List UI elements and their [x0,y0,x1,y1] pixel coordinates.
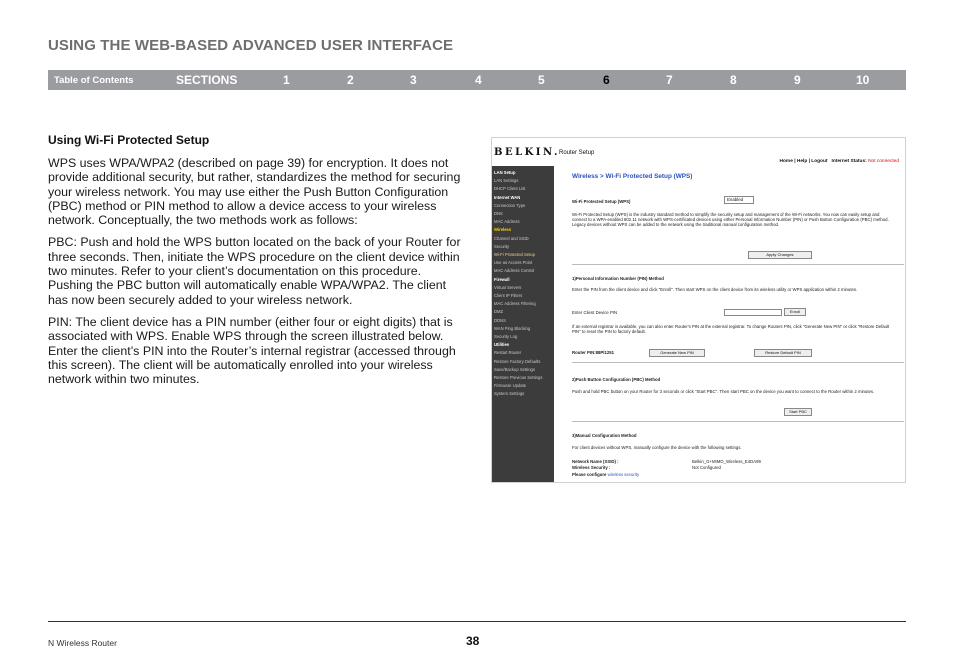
pin-method-description: Enter the PIN from the client device and click "Enroll". Then start WPS on the client device from its wireless utility or WPS application within 2 minutes. [572,287,858,292]
router-sidebar-item: Firewall [494,276,510,282]
router-sidebar-item[interactable]: MAC Address Control [494,268,535,274]
router-sidebar-item[interactable]: DMZ [494,309,504,315]
configure-prompt [572,472,639,477]
section-link-7[interactable]: 7 [666,73,673,87]
internet-status-label: Internet Status: [831,159,867,164]
apply-changes-button[interactable]: Apply Changes [748,251,812,259]
router-sidebar-item[interactable]: Firmware Update [494,383,527,389]
router-top-links [780,159,899,164]
section-nav-bar [48,70,906,90]
section-heading: Using Wi-Fi Protected Setup [48,133,210,147]
wireless-security-label: Wireless Security : [572,465,611,470]
router-sidebar-item[interactable]: Wi-Fi Protected Setup [494,252,535,257]
section-link-3[interactable]: 3 [410,73,417,87]
router-sidebar [492,166,554,483]
section-link-2[interactable]: 2 [347,73,354,87]
router-sidebar-item[interactable]: Connection Type [494,202,526,208]
router-sidebar-item[interactable]: Security [494,243,510,249]
router-sidebar-item[interactable]: MAC Address [494,219,520,225]
client-pin-label: Enter Client Device PIN [572,310,618,315]
pbc-method-heading: 2)Push Button Configuration (PBC) Method [572,377,661,382]
enroll-button[interactable]: Enroll [784,308,806,316]
start-pbc-button[interactable]: Start PBC [784,408,812,416]
generate-new-pin-button[interactable]: Generate New PIN [649,349,705,357]
wps-enable-select[interactable]: Enabled [724,196,754,204]
configure-prefix: Please configure [572,472,607,477]
page-number: 38 [466,634,480,648]
table-of-contents-link[interactable]: Table of Contents [54,75,134,86]
manual-method-description: For client devices without WPS, manually configure the device with the following settings. [572,445,742,450]
divider [572,421,904,422]
router-breadcrumb: Wireless > Wi-Fi Protected Setup (WPS) [572,173,693,180]
router-sidebar-item[interactable]: Virtual Servers [494,284,522,290]
router-sidebar-item: Utilities [494,342,510,348]
section-link-8[interactable]: 8 [730,73,737,87]
pbc-method-description: Push and hold PBC button on your Router for 3 seconds or click "Start PBC". Then start PBC on the device you want to connect to the Router within 2 minutes. [572,389,875,394]
router-sidebar-item[interactable]: MAC Address Filtering [494,301,536,307]
router-sidebar-item[interactable]: DDNS [494,317,506,323]
footer-divider [48,621,906,622]
router-sidebar-item[interactable]: System Settings [494,391,525,397]
router-sidebar-item[interactable]: Use as Access Point [494,260,533,266]
registrar-description: If an external registrar is available, you can also enter Router's PIN at the external registrar. To change Routers PIN, click "Generate New PIN" or click "Restore Default PIN" to reset the PIN to factory default. [572,324,890,335]
router-sidebar-item: Internet WAN [494,194,521,200]
router-sidebar-item[interactable]: Save/Backup Settings [494,366,535,372]
divider [572,264,904,265]
router-wps-screenshot [491,137,906,483]
router-sidebar-item: LAN Setup [494,170,516,175]
divider [572,362,904,363]
router-sidebar-item[interactable]: Wireless [494,227,512,233]
section-link-10[interactable]: 10 [856,73,870,87]
internet-status-value: Not connected [868,159,899,164]
section-link-9[interactable]: 9 [794,73,801,87]
paragraph-pbc: PBC: Push and hold the WPS button located on the back of your Router for three seconds. Then, initiate the WPS procedure on the client device within two minutes. Refer to your client’s documentation on this procedure. Pushing the PBC button will automatically enable WPA/WPA2. The client has now been securely added to your wireless network. [48,235,461,307]
section-link-5[interactable]: 5 [538,73,545,87]
section-link-1[interactable]: 1 [283,73,290,87]
router-sidebar-item[interactable]: Channel and SSID [494,235,529,241]
paragraph-pin: PIN: The client device has a PIN number (either four or eight digits) that is associated with WPS. Enable WPS through the screen illustrated below. Enter the client’s PIN into the Router’s internal registrar (accessed through this screen). The client will be automatically enrolled into your wireless network within two minutes. [48,314,456,387]
router-nav-links: Home | Help | Logout [779,159,828,164]
sections-label: SECTIONS [176,73,238,87]
router-pin-label: Router PIN:88Pl1251 [572,350,615,355]
footer-product-name: N Wireless Router [48,638,117,648]
router-sidebar-item[interactable]: WAN Ping Blocking [494,325,531,331]
restore-default-pin-button[interactable]: Restore Default PIN [754,349,812,357]
main-content [48,133,466,394]
client-pin-input[interactable] [724,309,782,316]
section-link-4[interactable]: 4 [475,73,482,87]
router-main-panel [554,166,906,483]
pin-method-heading: 1)Personal Information Number (PIN) Method [572,276,664,281]
router-sidebar-item[interactable]: DHCP Client List [494,186,526,192]
wireless-security-value: Not Configured [692,465,721,470]
manual-method-heading: 3)Manual Configuration Method [572,433,637,438]
router-sidebar-item[interactable]: Client IP Filters [494,293,523,298]
router-sidebar-item[interactable]: Restore Factory Defaults [494,358,541,364]
page-header-title: USING THE WEB-BASED ADVANCED USER INTERFACE [48,37,454,54]
router-sidebar-item[interactable]: DNS [494,211,503,216]
section-link-6-current[interactable]: 6 [603,73,610,87]
router-setup-title: Router Setup [559,150,595,156]
wps-description: Wi-Fi Protected Setup (WPS) is the industry standard method to simplify the security setup and management of the Wi-Fi networks. You now can easily setup and connect to a WPA-enabled 802.11 network with WPS-certificated devices using either Personal Information Number (PIN) or Push Button Configuration (PBC) method. Legacy devices without WPS can be added to the network using the traditional manual configuration method. [572,212,889,228]
router-sidebar-item[interactable]: Restore Previous Settings [494,375,543,380]
router-sidebar-item[interactable]: LAN Settings [494,178,519,184]
router-sidebar-item[interactable]: Security Log [494,334,518,339]
wireless-security-link[interactable]: wireless security [607,472,640,477]
paragraph-wps-intro: WPS uses WPA/WPA2 (described on page 39) for encryption. It does not provide additional security, but rather, standardizes the method for securing your wireless network. You may use either the Push Button Configuration (PBC) method or PIN method to allow a device access to your wireless network. Conceptually, the two methods work as follows: [48,156,461,228]
wps-field-label: Wi-Fi Protected Setup (WPS) [572,199,631,204]
router-sidebar-item[interactable]: Restart Router [494,350,522,356]
belkin-logo: BELKIN. [494,147,560,158]
ssid-label: Network Name (SSID) : [572,459,619,464]
router-header [492,138,906,166]
ssid-value: Belkin_G+MIMO_Wireless_E4DA99 [692,459,761,464]
